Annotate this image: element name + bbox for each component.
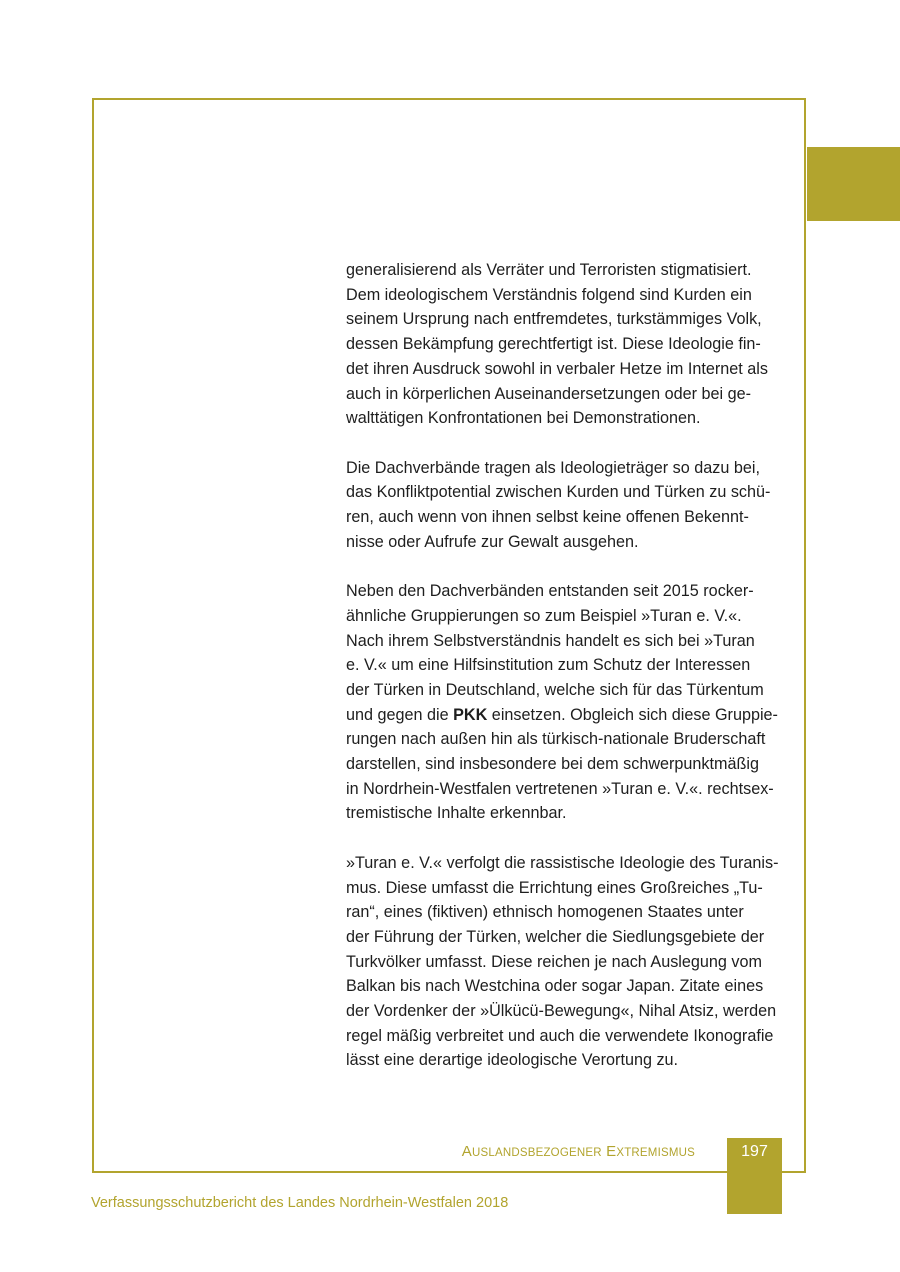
text-line: ren, auch wenn von ihnen selbst keine offenen Bekennt- — [346, 508, 749, 527]
text-line: ran“, eines (fiktiven) ethnisch homogenen Staates unter — [346, 903, 744, 922]
section-label — [462, 1143, 695, 1160]
text-line: rungen nach außen hin als türkisch-nationale Bruderschaft — [346, 730, 766, 749]
text-line: generalisierend als Verräter und Terroristen stigmatisiert. — [346, 261, 752, 279]
text-line: auch in körperlichen Auseinandersetzungen oder bei ge- — [346, 384, 751, 403]
text-line: mus. Diese umfasst die Errichtung eines Großreiches „Tu- — [346, 878, 763, 897]
section-label-cap: A — [461, 1143, 472, 1160]
text-line: nisse oder Aufrufe zur Gewalt ausgehen. — [346, 532, 639, 551]
chapter-side-tab — [807, 147, 900, 221]
paragraph — [346, 456, 806, 555]
text-line: Nach ihrem Selbstverständnis handelt es sich bei »Turan — [346, 631, 755, 650]
text-fragment: einsetzen. Obgleich sich diese Gruppie- — [487, 705, 778, 724]
text-line: walttätigen Konfrontationen bei Demonstrationen. — [346, 409, 701, 428]
text-line-pkk — [346, 703, 806, 728]
text-line: dessen Bekämpfung gerechtfertigt ist. Diese Ideologie fin- — [346, 335, 761, 354]
text-line: Die Dachverbände tragen als Ideologieträger so dazu bei, — [346, 458, 760, 477]
paragraph — [346, 851, 806, 1073]
text-line: e. V.« um eine Hilfsinstitution zum Schutz der Interessen — [346, 656, 751, 675]
text-line: tremistische Inhalte erkennbar. — [346, 804, 567, 823]
text-line: der Türken in Deutschland, welche sich für das Türkentum — [346, 680, 764, 699]
text-line: Dem ideologischem Verständnis folgend sind Kurden ein — [346, 285, 752, 304]
text-line: »Turan e. V.« verfolgt die rassistische Ideologie des Turanis- — [346, 853, 779, 872]
section-label-smallcaps: XTREMISMUS — [616, 1147, 695, 1159]
section-label-cap: E — [606, 1143, 617, 1160]
text-line: Neben den Dachverbänden entstanden seit 2015 rocker- — [346, 582, 754, 601]
paragraph — [346, 579, 806, 826]
pkk-bold-term: PKK — [453, 705, 488, 724]
text-line: der Führung der Türken, welcher die Siedlungsgebiete der — [346, 927, 765, 946]
text-line: das Konfliktpotential zwischen Kurden und Türken zu schü- — [346, 483, 771, 502]
text-line: det ihren Ausdruck sowohl in verbaler Hetze im Internet als — [346, 359, 768, 378]
text-line: seinem Ursprung nach entfremdetes, turkstämmiges Volk, — [346, 310, 762, 329]
footer-publication-title: Verfassungsschutzbericht des Landes Nordrhein-Westfalen 2018 — [91, 1195, 509, 1211]
text-line: in Nordrhein-Westfalen vertretenen »Turan e. V.«. rechtsex- — [346, 779, 774, 798]
page-number-tab — [727, 1138, 782, 1214]
text-fragment: und gegen die — [346, 705, 454, 724]
text-line: lässt eine derartige ideologische Verortung zu. — [346, 1051, 679, 1070]
text-line: der Vordenker der »Ülkücü-Bewegung«, Nihal Atsiz, werden — [346, 1002, 777, 1021]
text-line: Balkan bis nach Westchina oder sogar Japan. Zitate eines — [346, 977, 764, 996]
page-number: 197 — [741, 1143, 768, 1160]
section-label-smallcaps: USLANDSBEZOGENER — [472, 1147, 602, 1159]
text-line: Turkvölker umfasst. Diese reichen je nach Auslegung vom — [346, 952, 762, 971]
paragraph — [346, 258, 806, 431]
body-text — [346, 258, 806, 1098]
text-line: regel mäßig verbreitet und auch die verwendete Ikonografie — [346, 1026, 774, 1045]
text-line: darstellen, sind insbesondere bei dem schwerpunktmäßig — [346, 755, 760, 774]
text-line: ähnliche Gruppierungen so zum Beispiel »Turan e. V.«. — [346, 606, 742, 625]
